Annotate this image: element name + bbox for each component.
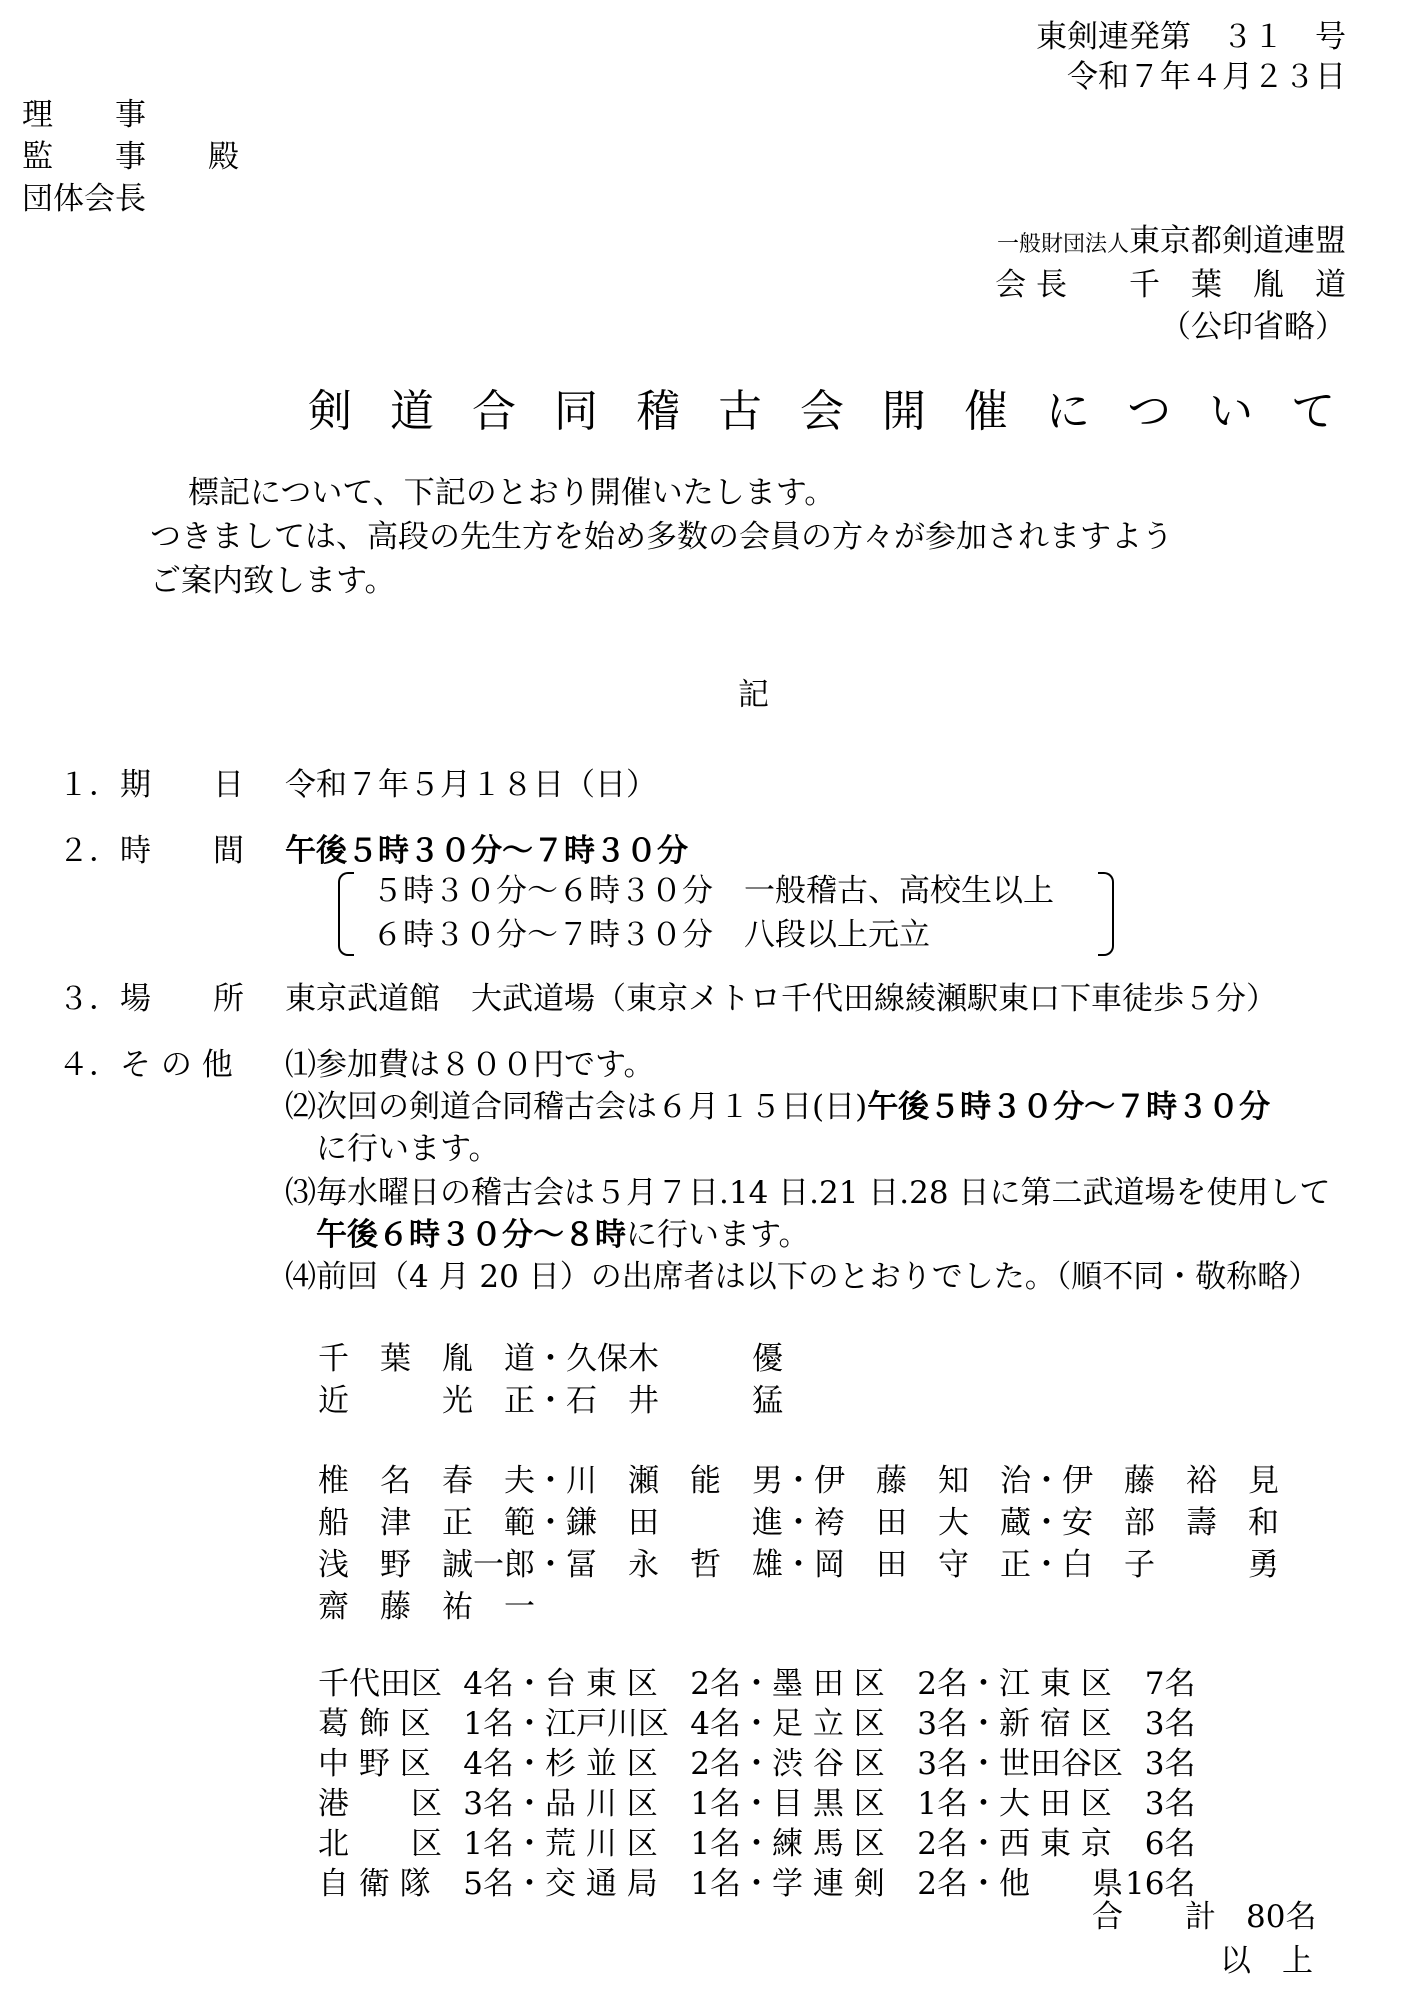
note-wednesday-time [316,1217,810,1253]
district-row [318,1864,1195,1904]
org-name: 東京都剣道連盟 [1129,223,1346,259]
district-name: 学 連 剣 [772,1865,885,1902]
addressee-directors: 理 事 [22,97,146,133]
district-name: 港 区 [318,1785,442,1822]
item-place-value: 東京武道館 大武道場（東京メトロ千代田線綾瀬駅東口下車徒歩５分） [285,981,1277,1017]
item-date-value: 令和７年５月１８日（日） [285,767,657,803]
seal-note: （公印省略） [1160,309,1346,345]
district-name: 千代田区 [318,1665,442,1702]
separator-dot: ・ [741,1745,772,1782]
district-name: 墨 田 区 [772,1665,885,1702]
separator-dot: ・ [741,1665,772,1702]
note-wednesday-hours: 午後６時３０分～８時 [316,1217,626,1253]
intro-line-1: 標記について、下記のとおり開催いたします。 [188,475,836,511]
district-count: 3名 [463,1785,514,1822]
separator-dot: ・ [514,1825,545,1862]
district-row [318,1664,1195,1704]
document-number: 東剣連発第 ３１ 号 [1036,19,1346,55]
district-name: 世田谷区 [999,1745,1123,1782]
separator-dot: ・ [968,1785,999,1822]
attendee-line: 船 津 正 範・鎌 田 進・袴 田 大 蔵・安 部 壽 和 [318,1505,1279,1541]
district-name: 杉 並 区 [545,1745,658,1782]
intro-line-2: つきましては、高段の先生方を始め多数の会員の方々が参加されますよう [150,519,1173,555]
district-name: 他 県 [999,1865,1123,1902]
separator-dot: ・ [514,1705,545,1742]
district-count: 2名 [917,1825,968,1862]
separator-dot: ・ [514,1865,545,1902]
district-count: 3名 [1144,1785,1196,1822]
district-name: 目 黒 区 [772,1785,885,1822]
district-count: 7名 [1144,1665,1196,1702]
note-next-session [285,1089,1271,1125]
district-count: 1名 [690,1865,741,1902]
district-name: 中 野 区 [318,1745,431,1782]
district-name: 自 衛 隊 [318,1865,431,1902]
item-place-label: ３．場 所 [58,981,244,1017]
district-name: 西 東 京 [999,1825,1112,1862]
sender-organization [996,223,1346,259]
district-row [318,1744,1195,1784]
bracket-left [338,872,354,956]
org-prefix: 一般財団法人 [996,232,1129,257]
separator-dot: ・ [741,1785,772,1822]
district-count: 1名 [463,1825,514,1862]
district-table [318,1664,1195,1904]
district-name: 荒 川 区 [545,1825,658,1862]
district-row [318,1704,1195,1744]
addressee-group-heads: 団体会長 [22,181,146,217]
separator-dot: ・ [968,1745,999,1782]
district-count: 3名 [1144,1745,1196,1782]
district-row [318,1784,1195,1824]
issue-date: 令和７年４月２３日 [1067,59,1346,95]
district-name: 品 川 区 [545,1785,658,1822]
separator-dot: ・ [514,1665,545,1702]
time-sub-1: ５時３０分～６時３０分 一般稽古、高校生以上 [372,873,1054,909]
district-count: 16名 [1125,1865,1196,1902]
separator-dot: ・ [514,1785,545,1822]
district-count: 3名 [917,1745,968,1782]
district-name: 北 区 [318,1825,442,1862]
note-next-session-time: 午後５時３０分～７時３０分 [867,1089,1271,1125]
district-name: 新 宿 区 [999,1705,1112,1742]
note-next-session-text: ⑵次回の剣道合同稽古会は６月１５日(日) [285,1089,868,1125]
bracket-right [1098,872,1114,956]
district-name: 大 田 区 [999,1785,1112,1822]
district-count: 3名 [1144,1705,1196,1742]
time-sub-2: ６時３０分～７時３０分 八段以上元立 [372,917,930,953]
district-count: 5名 [463,1865,514,1902]
district-name: 江 東 区 [999,1665,1112,1702]
document-title: 剣道合同稽古会開催について [308,386,1374,437]
district-name: 練 馬 区 [772,1825,885,1862]
district-count: 3名 [917,1705,968,1742]
ki-heading: 記 [738,677,769,713]
district-count: 2名 [917,1865,968,1902]
note-wednesday-end: に行います。 [626,1217,810,1253]
district-count: 2名 [690,1665,741,1702]
intro-line-3: ご案内致します。 [150,563,396,599]
item-time-label: ２．時 間 [58,833,244,869]
total-label: 合 計 [1092,1899,1216,1935]
sender-president: 会 長 千 葉 胤 道 [995,267,1346,303]
note-previous-attendees: ⑷前回（4 月 20 日）の出席者は以下のとおりでした。（順不同・敬称略） [285,1259,1320,1295]
district-count: 1名 [917,1785,968,1822]
total-value: 80名 [1246,1899,1317,1935]
district-row [318,1824,1195,1864]
district-name: 台 東 区 [545,1665,658,1702]
district-count: 1名 [690,1785,741,1822]
separator-dot: ・ [741,1825,772,1862]
separator-dot: ・ [968,1865,999,1902]
separator-dot: ・ [741,1865,772,1902]
separator-dot: ・ [968,1665,999,1702]
attendee-line: 近 光 正・石 井 猛 [318,1383,783,1419]
attendee-line: 齋 藤 祐 一 [318,1589,535,1625]
addressee-auditors: 監 事 殿 [22,139,239,175]
district-name: 交 通 局 [545,1865,658,1902]
district-count: 2名 [917,1665,968,1702]
separator-dot: ・ [968,1825,999,1862]
district-name: 渋 谷 区 [772,1745,885,1782]
district-name: 葛 飾 区 [318,1705,431,1742]
district-count: 4名 [463,1745,514,1782]
district-count: 1名 [463,1705,514,1742]
attendee-line: 椎 名 春 夫・川 瀬 能 男・伊 藤 知 治・伊 藤 裕 見 [318,1463,1279,1499]
district-name: 江戸川区 [545,1705,669,1742]
note-fee: ⑴参加費は８００円です。 [285,1047,655,1083]
district-count: 2名 [690,1745,741,1782]
note-next-session-end: に行います。 [316,1131,500,1167]
separator-dot: ・ [741,1705,772,1742]
item-date-label: １．期 日 [58,767,244,803]
closing-mark: 以 上 [1220,1943,1313,1979]
attendee-line: 浅 野 誠一郎・冨 永 哲 雄・岡 田 守 正・白 子 勇 [318,1547,1279,1583]
note-wednesday: ⑶毎水曜日の稽古会は５月７日.14 日.21 日.28 日に第二武道場を使用して [285,1175,1331,1211]
attendee-line: 千 葉 胤 道・久保木 優 [318,1341,783,1377]
item-time-value: 午後５時３０分～７時３０分 [285,833,688,869]
district-count: 6名 [1144,1825,1196,1862]
separator-dot: ・ [968,1705,999,1742]
district-name: 足 立 区 [772,1705,885,1742]
item-other-label: ４．そ の 他 [58,1047,233,1083]
separator-dot: ・ [514,1745,545,1782]
district-count: 4名 [463,1665,514,1702]
district-count: 1名 [690,1825,741,1862]
district-count: 4名 [690,1705,741,1742]
